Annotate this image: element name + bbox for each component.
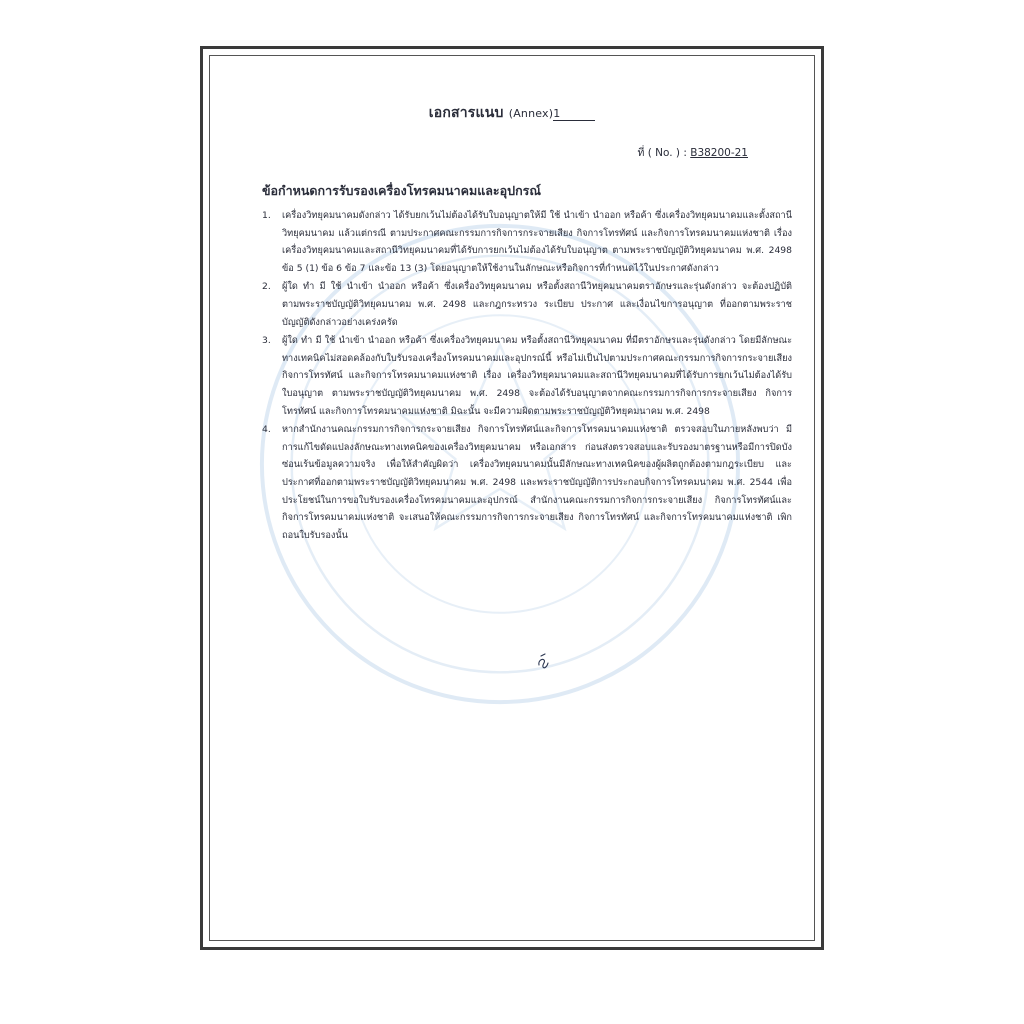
annex-number: 1 xyxy=(553,107,595,121)
section-heading: ข้อกำหนดการรับรองเครื่องโทรคมนาคมและอุปกรณ์ xyxy=(262,183,541,198)
reference-number xyxy=(637,144,748,161)
item-number: 1. xyxy=(262,210,271,221)
conditions-list xyxy=(262,207,792,545)
item-text: ผู้ใด ทำ มี ใช้ นำเข้า นำออก หรือค้า ซึ่งเครื่องวิทยุคมนาคม หรือตั้งสถานีวิทยุคมนาคม ที่มีตราอักษรและรุ่นดังกล่าว โดยมีลักษณะทางเทคนิคไม่สอดคล้องกับใบรับรองเครื่องโทรคมนาคมและอุปกรณ์นี้ หรือไม่เป็นไปตามประกาศคณะกรรมการกิจการกระจายเสียง กิจการโทรทัศน์ และกิจการโทรคมนาคมแห่งชาติ เรื่อง เครื่องวิทยุคมนาคมและสถานีวิทยุคมนาคมที่ได้รับการยกเว้นไม่ต้องได้รับใบอนุญาต ตามพระราชบัญญัติวิทยุคมนาคม พ.ศ. 2498 จะต้องได้รับอนุญาตจากคณะกรรมการกิจการกระจายเสียง กิจการโทรทัศน์ และกิจการโทรคมนาคมแห่งชาติ มิฉะนั้น จะมีความผิดตามพระราชบัญญัติวิทยุคมนาคม พ.ศ. 2498 xyxy=(282,335,792,417)
reference-label: ที่ ( No. ) : xyxy=(637,147,687,159)
item-text: เครื่องวิทยุคมนาคมดังกล่าว ได้รับยกเว้นไม่ต้องได้รับใบอนุญาตให้มี ใช้ นำเข้า นำออก หรือค้า ซึ่งเครื่องวิทยุคมนาคมและตั้งสถานีวิทยุคมนาคม แล้วแต่กรณี ตามประกาศคณะกรรมการกิจการกระจายเสียง กิจการโทรทัศน์ และกิจการโทรคมนาคมแห่งชาติ เรื่อง เครื่องวิทยุคมนาคมและสถานีวิทยุคมนาคมที่ได้รับการยกเว้นไม่ต้องได้รับใบอนุญาต ตามพระราชบัญญัติวิทยุคมนาคม พ.ศ. 2498 ข้อ 5 (1) ข้อ 6 ข้อ 7 และข้อ 13 (3) โดยอนุญาตให้ใช้งานในลักษณะหรือกิจการที่กำหนดไว้ในประกาศดังกล่าว xyxy=(282,210,792,274)
handwritten-signature-icon xyxy=(536,652,550,670)
reference-value: B38200-21 xyxy=(690,147,748,159)
document-title xyxy=(0,102,1024,124)
condition-item-1 xyxy=(262,207,792,277)
annex-label: (Annex) xyxy=(508,107,554,120)
item-number: 4. xyxy=(262,424,271,436)
condition-item-3 xyxy=(262,332,792,420)
item-number: 2. xyxy=(262,281,271,293)
condition-item-4 xyxy=(262,421,792,544)
title-text: เอกสารแนบ xyxy=(428,105,504,121)
item-text: หากสำนักงานคณะกรรมการกิจการกระจายเสียง กิจการโทรทัศน์และกิจการโทรคมนาคมแห่งชาติ ตรวจสอบในภายหลังพบว่า มีการแก้ไขดัดแปลงลักษณะทางเทคนิคของเครื่องวิทยุคมนาคม หรือเอกสาร ก่อนส่งตรวจสอบและรับรองมาตรฐานหรือมีการปิดบัง ซ่อนเร้นข้อมูลความจริง เพื่อให้สำคัญผิดว่า เครื่องวิทยุคมนาคมนั้นมีลักษณะทางเทคนิคของผู้ผลิตถูกต้องตามกฎระเบียบ และประกาศที่ออกตามพระราชบัญญัติวิทยุคมนาคม พ.ศ. 2498 และพระราชบัญญัติการประกอบกิจการโทรคมนาคม พ.ศ. 2544 เพื่อประโยชน์ในการขอใบรับรองเครื่องโทรคมนาคมและอุปกรณ์ สำนักงานคณะกรรมการกิจการกระจายเสียง กิจการโทรทัศน์และกิจการโทรคมนาคมแห่งชาติ จะเสนอให้คณะกรรมการกิจการกระจายเสียง กิจการโทรทัศน์ และกิจการโทรคมนาคมแห่งชาติ เพิกถอนใบรับรองนั้น xyxy=(282,424,792,541)
condition-item-2 xyxy=(262,278,792,331)
item-number: 3. xyxy=(262,335,271,347)
item-text: ผู้ใด ทำ มี ใช้ นำเข้า นำออก หรือค้า ซึ่งเครื่องวิทยุคมนาคม หรือตั้งสถานีวิทยุคมนาคมตราอักษรและรุ่นดังกล่าว จะต้องปฏิบัติตามพระราชบัญญัติวิทยุคมนาคม พ.ศ. 2498 และกฎกระทรวง ระเบียบ ประกาศ และเงื่อนไขการอนุญาต ที่ออกตามพระราชบัญญัติดังกล่าวอย่างเคร่งครัด xyxy=(282,281,792,328)
